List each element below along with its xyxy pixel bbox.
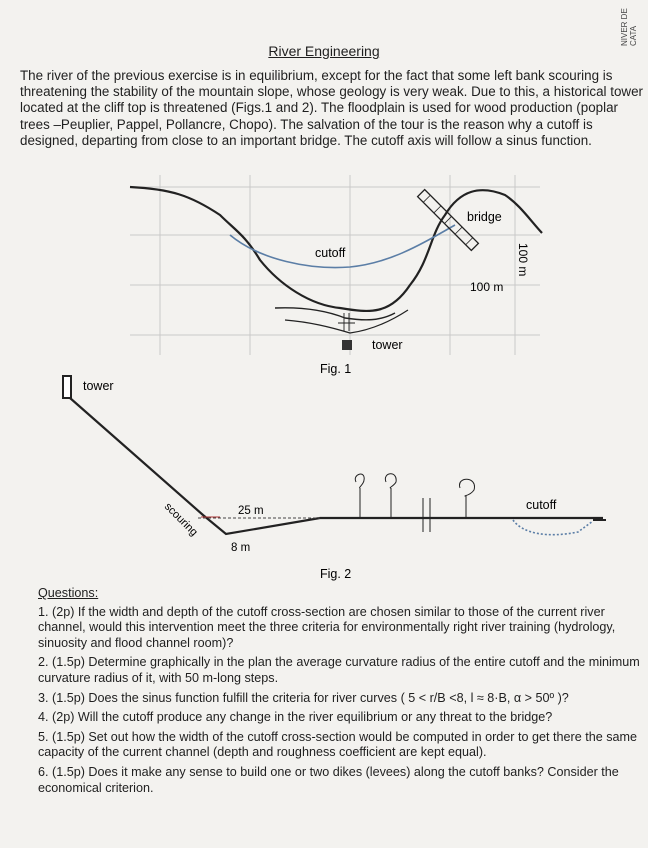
depth-8m-label: 8 m [231, 542, 251, 554]
question-item: 6. (1.5p) Does it make any sense to build one or two dikes (levees) along the cutoff banks? Consider the economical criterion. [38, 764, 619, 795]
questions-section [38, 586, 643, 800]
scouring-label: scouring [161, 500, 200, 539]
tower-block [63, 376, 71, 398]
university-stamp: NIVER DE CATA [620, 8, 638, 46]
intro-text: The river of the previous exercise is in equilibrium, except for the fact that some left bank scouring is threatening the stability of the mountain slope, whose geology is very weak. Due to this, a historical tower located at the cliff top is threatened (Figs.1 and 2). The floodplain is used for wood production (poplar trees –Peuplier, Pappel, Pollancre, Chopo). The salvation of the tour is the reason why a cutoff is designed, departing from close to an important bridge. The cutoff axis will follow a sinus function. [20, 68, 643, 148]
scale-100m-horizontal: 100 m [470, 280, 504, 294]
bridge-label: bridge [467, 210, 502, 224]
width-25m-label: 25 m [238, 505, 264, 517]
grid [130, 175, 540, 355]
cutoff-label: cutoff [315, 246, 346, 260]
tower-label: tower [372, 338, 403, 352]
page-title: River Engineering [268, 43, 380, 59]
question-item: 2. (1.5p) Determine graphically in the plan the average curvature radius of the entire cutoff and the minimum curvature radius of it, with 50 m-long steps. [38, 655, 640, 685]
tree-icon-1 [355, 474, 364, 518]
questions-heading: Questions: [38, 586, 99, 600]
river-outer-bank [285, 310, 408, 333]
terrain-profile [70, 398, 603, 534]
question-item: 1. (2p) If the width and depth of the cutoff cross-section are chosen similar to those of the current river channel, would this intervention meet the three criteria for environmentally right river training (hydrology, sinuosity and flood channel room)? [38, 604, 616, 650]
figure-1-plan [110, 175, 550, 385]
tree-icon-2 [385, 474, 396, 518]
question-item: 4. (2p) Will the cutoff produce any change in the river equilibrium or any threat to the bridge? [38, 710, 553, 725]
question-item: 5. (1.5p) Set out how the width of the cutoff cross-section would be computed in order to get there the same capacity of the current channel (depth and roughness coefficient are kept equal). [38, 729, 638, 760]
channel-markers [423, 498, 430, 532]
figure-2-cross-section [58, 370, 648, 585]
questions-list [38, 605, 643, 797]
fig2-cutoff-label: cutoff [526, 498, 557, 512]
tree-icon-3 [460, 479, 475, 518]
figure-1-caption: Fig. 1 [320, 362, 352, 376]
figure-2-caption: Fig. 2 [320, 567, 352, 581]
fig2-tower-label: tower [83, 379, 114, 393]
scale-100m-vertical: 100 m [516, 243, 530, 277]
question-item: 3. (1.5p) Does the sinus function fulfill the criteria for river curves ( 5 < r/B <8, l ≈ 8·B, α > 50º )? [38, 690, 569, 705]
cutoff-channel-profile [513, 520, 593, 535]
tower-icon [342, 340, 352, 350]
poplar-trees [355, 474, 474, 518]
intro-paragraph [20, 68, 648, 149]
